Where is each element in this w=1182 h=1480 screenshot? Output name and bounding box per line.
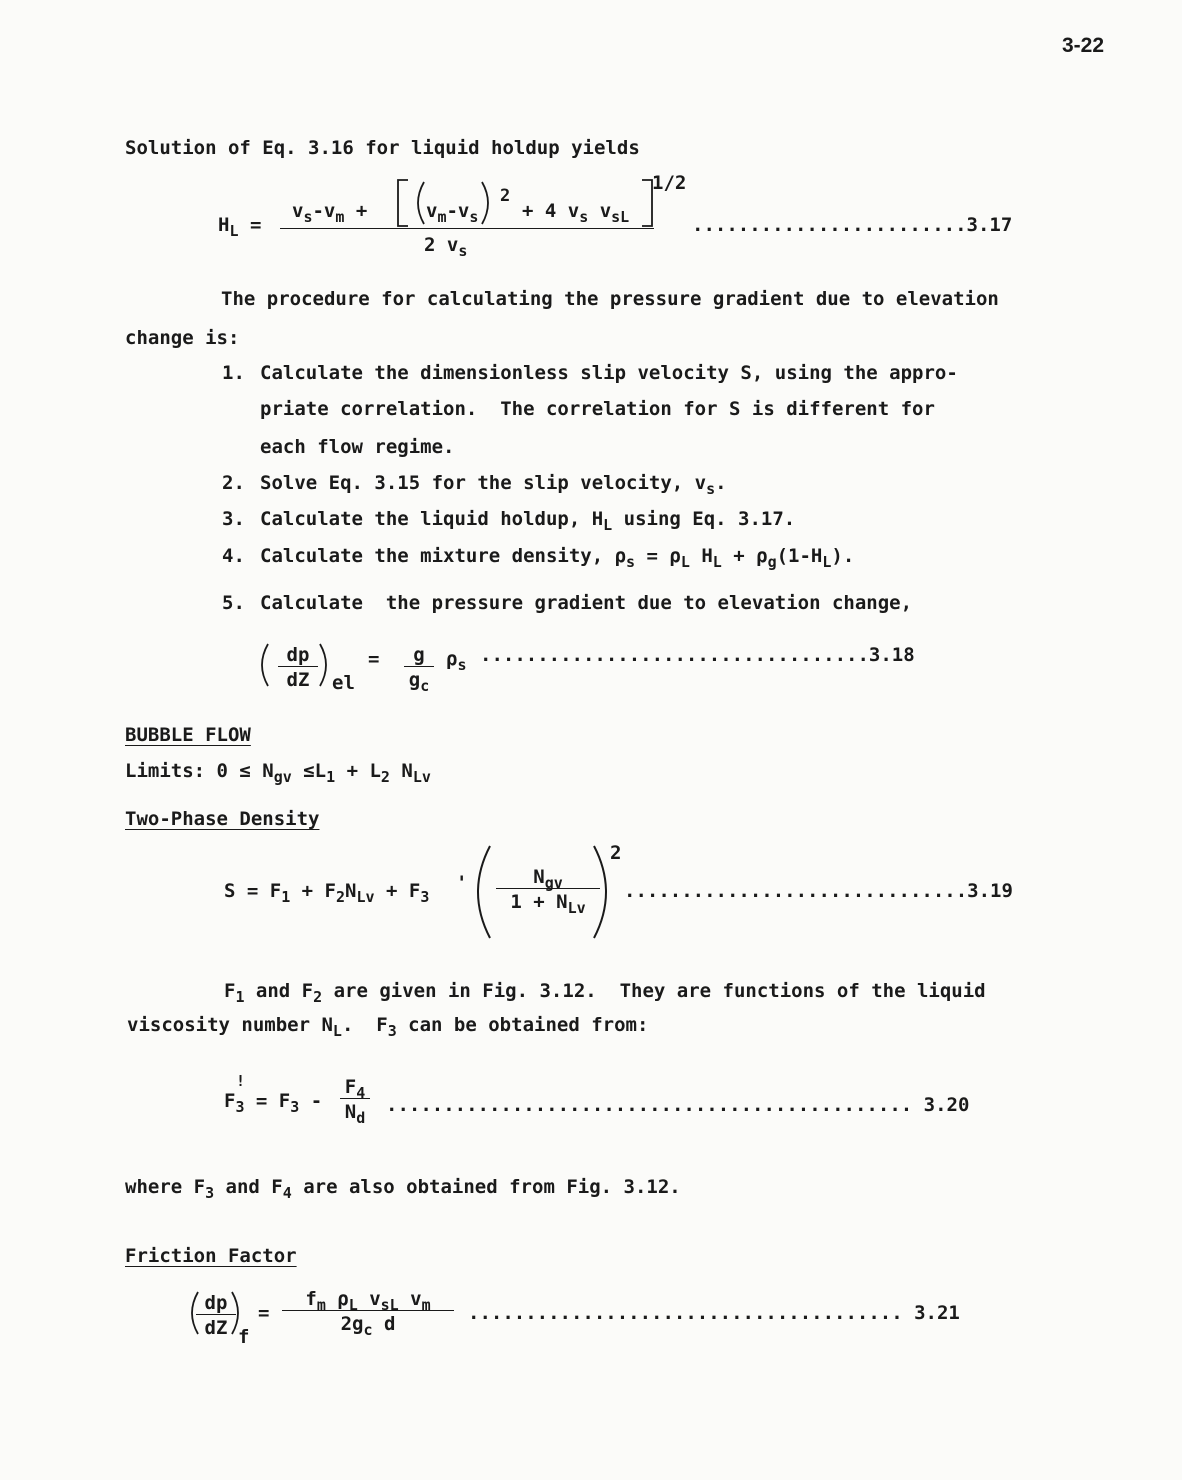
eq317-lhs: $H_L$ = — [218, 214, 262, 240]
procedure-line-1: The procedure for calculating the pressure gradient due to elevation — [221, 288, 999, 310]
eq321-fraction: $f_m$ $\rho_L$ $v_{sL}$ $v_m$ $2g_c$ d — [282, 1288, 454, 1335]
bubble-flow-limits: Limits: $0 \le N_{gv} \le L_1 + L_2$ $N_{Lv}$ — [125, 760, 431, 786]
eq317-fraction-bar — [280, 228, 654, 229]
eq317-inner-term: $v_m-v_s$ — [426, 200, 479, 226]
eq321-leader: ...................................... 3.21 — [468, 1302, 960, 1324]
step-2-number: 2. — [222, 472, 245, 494]
step-3-text: Calculate the liquid holdup, $H_L$ using Eq. 3.17. — [260, 508, 796, 534]
step-5-text: Calculate the pressure gradient due to elevation change, — [260, 592, 913, 614]
page-number: 3-22 — [1062, 34, 1105, 57]
f1-f2-line-2: viscosity number $N_L$. $F_3$ can be obtained from: — [127, 1014, 649, 1040]
eq317-power: 1/2 — [652, 172, 687, 194]
eq318-rho: $\rho_s$ — [446, 648, 467, 674]
eq318-leader: ..................................3.18 — [480, 644, 915, 666]
step-2-text: Solve Eq. 3.15 for the slip velocity, $v_s$. — [260, 472, 727, 498]
step-4-number: 4. — [222, 545, 245, 567]
eq320-leader: .............................................. 3.20 — [386, 1094, 970, 1116]
step-1-line-3: each flow regime. — [260, 436, 455, 458]
eq319-fraction: $N_{gv}$ $1 + N_{Lv}$ — [496, 866, 600, 913]
where-line: where $F_3$ and $F_4$ are also obtained from Fig. 3.12. — [125, 1176, 681, 1202]
eq317-denominator: 2 $v_s$ — [424, 234, 468, 260]
eq320-prime: ! — [236, 1072, 246, 1090]
eq319-leader: ..............................3.19 — [624, 880, 1013, 902]
step-5-number: 5. — [222, 592, 245, 614]
eq317-inner-square: 2 — [500, 186, 511, 206]
eq319-power: 2 — [610, 842, 622, 864]
eq317-leader: ........................3.17 — [692, 214, 1013, 236]
eq318-equals: = — [368, 648, 380, 670]
eq317-numerator: $v_s-v_m$ + — [292, 200, 368, 226]
intro-text: Solution of Eq. 3.16 for liquid holdup yields — [125, 137, 640, 159]
step-1-line-1: Calculate the dimensionless slip velocity S, using the appro- — [260, 362, 958, 384]
eq321-derivative: dp dZ — [196, 1292, 236, 1339]
eq317-plus-term: + 4 $v_s$ $v_{sL}$ — [522, 200, 630, 226]
step-3-number: 3. — [222, 508, 245, 530]
eq319-prime: ' — [456, 872, 468, 894]
two-phase-density-heading: Two-Phase Density — [125, 808, 320, 830]
eq318-g-over-gc: g $g_c$ — [404, 644, 434, 691]
bubble-flow-heading: BUBBLE FLOW — [125, 724, 251, 746]
friction-factor-heading: Friction Factor — [125, 1245, 297, 1267]
f1-f2-line-1: $F_1$ and $F_2$ are given in Fig. 3.12. They are functions of the liquid — [224, 980, 986, 1006]
step-4-text: Calculate the mixture density, $\rho_s = \rho_L$ $H_L + \rho_g(1-H_L)$. — [260, 545, 855, 571]
eq320-lhs: $F_3 = F_3$ - — [224, 1090, 323, 1116]
step-1-line-2: priate correlation. The correlation for S is different for — [260, 398, 935, 420]
eq321-subscript: f — [238, 1326, 250, 1348]
eq318-subscript: el — [332, 672, 355, 694]
step-1-number: 1. — [222, 362, 245, 384]
eq321-equals: = — [258, 1302, 270, 1324]
eq318-left-paren — [254, 640, 274, 690]
eq319-left-paren — [466, 842, 496, 942]
eq319-lhs: $S = F_1 + F_2N_{Lv} + F_3$ — [224, 880, 430, 906]
eq317-inner-right-paren — [478, 178, 498, 228]
procedure-line-2: change is: — [125, 327, 240, 349]
eq318-derivative: dp dZ — [278, 644, 318, 691]
eq320-fraction: $F_4$ $N_d$ — [340, 1076, 370, 1123]
